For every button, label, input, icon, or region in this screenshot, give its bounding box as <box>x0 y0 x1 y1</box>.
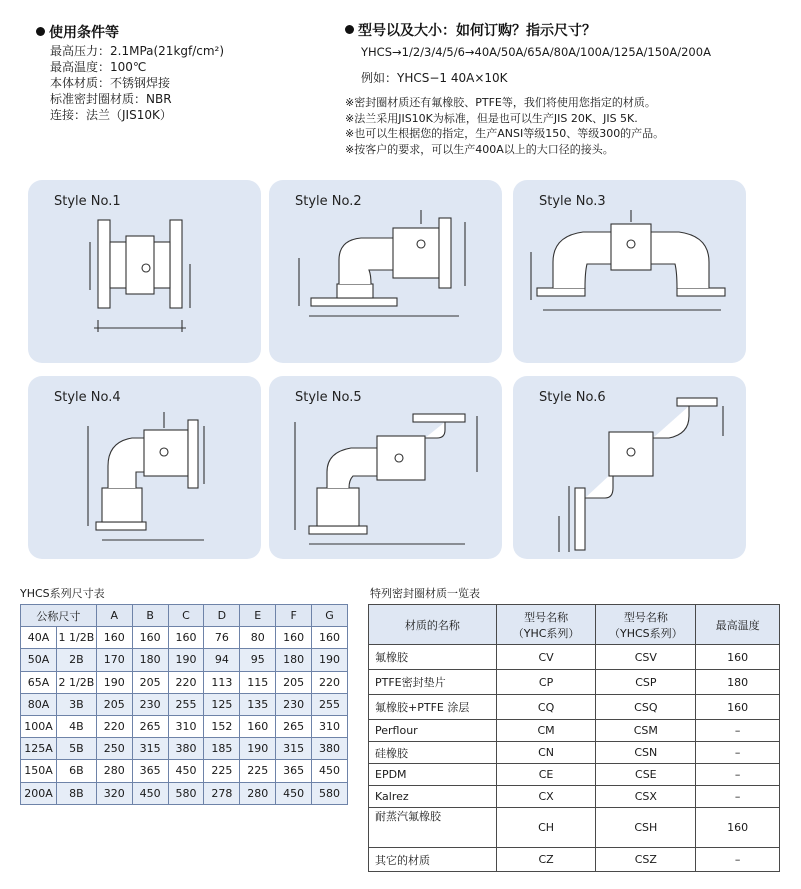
ordering-title-text: 型号以及大小：如何订购？指示尺寸？ <box>358 23 596 39</box>
seal-cell: PTFE密封垫片 <box>369 670 497 695</box>
style-title: Style No.1 <box>54 194 121 209</box>
seal-table-header-row <box>369 605 780 645</box>
seal-table-row <box>369 645 780 670</box>
dim-cell: 450 <box>132 782 168 804</box>
seal-header-cell: 材质的名称 <box>369 605 497 645</box>
dim-cell: 95 <box>240 649 276 671</box>
dim-cell: 76 <box>204 627 240 649</box>
dim-cell: 225 <box>240 760 276 782</box>
dim-cell: 450 <box>276 782 312 804</box>
dim-cell: 250 <box>96 738 132 760</box>
ordering-code: YHCS→1/2/3/4/5/6→40A/50A/65A/80A/100A/125A/150A/200A <box>361 45 711 59</box>
dim-table-row <box>21 782 348 804</box>
dim-cell: 200A <box>21 782 57 804</box>
dim-cell: 65A <box>21 671 57 693</box>
seal-table-row <box>369 808 780 848</box>
dim-table-row <box>21 627 348 649</box>
dim-cell: 40A <box>21 627 57 649</box>
style-title: Style No.5 <box>295 390 362 405</box>
dim-cell: 265 <box>276 715 312 737</box>
dim-header-cell: C <box>168 605 204 627</box>
seal-table-row <box>369 786 780 808</box>
style-title: Style No.2 <box>295 194 362 209</box>
seal-cell: 氟橡胶+PTFE 涂层 <box>369 695 497 720</box>
dim-cell: 113 <box>204 671 240 693</box>
dim-header-cell: B <box>132 605 168 627</box>
bullet-icon <box>36 27 45 36</box>
dim-cell: 3B <box>56 693 96 715</box>
seal-cell: EPDM <box>369 764 497 786</box>
seal-cell: CN <box>496 742 596 764</box>
seal-cell: – <box>696 786 780 808</box>
seal-header-cell: 最高温度 <box>696 605 780 645</box>
dim-cell: 160 <box>240 715 276 737</box>
dim-cell: 278 <box>204 782 240 804</box>
conditions-section <box>36 22 224 123</box>
seal-cell: 180 <box>696 670 780 695</box>
seal-cell: CSQ <box>596 695 696 720</box>
style-panel-6 <box>513 376 746 559</box>
dim-header-cell: G <box>312 605 348 627</box>
dim-cell: 115 <box>240 671 276 693</box>
dim-cell: 100A <box>21 715 57 737</box>
seal-cell: CV <box>496 645 596 670</box>
dim-cell: 365 <box>276 760 312 782</box>
dim-cell: 580 <box>312 782 348 804</box>
dim-cell: 365 <box>132 760 168 782</box>
dim-cell: 255 <box>168 693 204 715</box>
seal-table-caption: 特列密封圈材质一览表 <box>370 587 480 600</box>
seal-material-table <box>368 604 780 872</box>
dim-table-caption: YHCS系列尺寸表 <box>20 587 105 600</box>
dim-cell: 160 <box>132 627 168 649</box>
dim-cell: 180 <box>276 649 312 671</box>
dim-cell: 310 <box>312 715 348 737</box>
dim-cell: 160 <box>96 627 132 649</box>
dim-header-cell: E <box>240 605 276 627</box>
ordering-section <box>345 20 711 157</box>
ordering-note: ※按客户的要求，可以生产400A以上的大口径的接头。 <box>345 142 614 156</box>
dim-cell: 125A <box>21 738 57 760</box>
seal-header-cell: 型号名称 （YHC系列） <box>496 605 596 645</box>
style-panel-2 <box>269 180 502 363</box>
seal-cell: 160 <box>696 645 780 670</box>
dim-cell: 380 <box>168 738 204 760</box>
dim-table-row <box>21 649 348 671</box>
seal-cell: CSX <box>596 786 696 808</box>
condition-connection: 连接：法兰（JIS10K） <box>50 108 172 122</box>
dim-table-row <box>21 738 348 760</box>
seal-cell: CX <box>496 786 596 808</box>
dim-cell: 220 <box>96 715 132 737</box>
dim-cell: 315 <box>276 738 312 760</box>
seal-cell: CM <box>496 720 596 742</box>
dim-cell: 5B <box>56 738 96 760</box>
seal-cell: – <box>696 742 780 764</box>
seal-cell: 160 <box>696 808 780 848</box>
seal-cell: CSM <box>596 720 696 742</box>
seal-table-row <box>369 848 780 872</box>
conditions-title-text: 使用条件等 <box>49 25 119 41</box>
dim-cell: 230 <box>132 693 168 715</box>
dim-cell: 152 <box>204 715 240 737</box>
dim-cell: 150A <box>21 760 57 782</box>
dim-cell: 450 <box>168 760 204 782</box>
dim-cell: 80A <box>21 693 57 715</box>
seal-cell: – <box>696 720 780 742</box>
condition-temperature: 最高温度：100℃ <box>50 60 147 74</box>
style-panel-4 <box>28 376 261 559</box>
dim-cell: 205 <box>96 693 132 715</box>
dim-cell: 180 <box>132 649 168 671</box>
dim-cell: 205 <box>132 671 168 693</box>
dim-table-header-row <box>21 605 348 627</box>
dim-cell: 450 <box>312 760 348 782</box>
style-title: Style No.4 <box>54 390 121 405</box>
dim-cell: 94 <box>204 649 240 671</box>
seal-cell: 其它的材质 <box>369 848 497 872</box>
dim-cell: 230 <box>276 693 312 715</box>
dim-cell: 1 1/2B <box>56 627 96 649</box>
dimension-table <box>20 604 348 805</box>
dim-header-cell: 公称尺寸 <box>21 605 97 627</box>
dim-cell: 255 <box>312 693 348 715</box>
dim-cell: 80 <box>240 627 276 649</box>
dim-cell: 8B <box>56 782 96 804</box>
conditions-title <box>36 22 224 42</box>
dim-cell: 135 <box>240 693 276 715</box>
dim-cell: 170 <box>96 649 132 671</box>
seal-cell: CSP <box>596 670 696 695</box>
dim-table-row <box>21 693 348 715</box>
seal-cell: CH <box>496 808 596 848</box>
dim-cell: 220 <box>312 671 348 693</box>
seal-cell: – <box>696 848 780 872</box>
condition-body-material: 本体材质：不锈钢焊接 <box>50 76 171 90</box>
seal-cell: CSZ <box>596 848 696 872</box>
seal-cell: CSN <box>596 742 696 764</box>
dim-cell: 310 <box>168 715 204 737</box>
seal-cell: CSE <box>596 764 696 786</box>
dim-cell: 2B <box>56 649 96 671</box>
seal-cell: CE <box>496 764 596 786</box>
dim-cell: 160 <box>312 627 348 649</box>
condition-seal-material: 标准密封圈材质：NBR <box>50 92 172 106</box>
dim-cell: 265 <box>132 715 168 737</box>
dim-cell: 280 <box>240 782 276 804</box>
seal-table-row <box>369 742 780 764</box>
seal-table-row <box>369 720 780 742</box>
dim-cell: 220 <box>168 671 204 693</box>
dim-cell: 2 1/2B <box>56 671 96 693</box>
dim-cell: 225 <box>204 760 240 782</box>
ordering-note: ※法兰采用JIS10K为标准，但是也可以生产JIS 20K、JIS 5K. <box>345 111 638 125</box>
dim-cell: 190 <box>168 649 204 671</box>
seal-cell: CSV <box>596 645 696 670</box>
dim-cell: 320 <box>96 782 132 804</box>
dim-cell: 190 <box>312 649 348 671</box>
seal-cell: Kalrez <box>369 786 497 808</box>
seal-cell: CSH <box>596 808 696 848</box>
seal-cell: 160 <box>696 695 780 720</box>
seal-cell: Perflour <box>369 720 497 742</box>
seal-cell: CZ <box>496 848 596 872</box>
dim-cell: 205 <box>276 671 312 693</box>
dim-cell: 185 <box>204 738 240 760</box>
dim-cell: 380 <box>312 738 348 760</box>
dim-header-cell: A <box>96 605 132 627</box>
dim-cell: 190 <box>240 738 276 760</box>
dim-cell: 190 <box>96 671 132 693</box>
dim-table-row <box>21 760 348 782</box>
ordering-title <box>345 20 711 40</box>
dim-cell: 4B <box>56 715 96 737</box>
dim-cell: 160 <box>168 627 204 649</box>
dim-header-cell: D <box>204 605 240 627</box>
seal-cell: 氟橡胶 <box>369 645 497 670</box>
seal-header-cell: 型号名称 （YHCS系列） <box>596 605 696 645</box>
dim-cell: 6B <box>56 760 96 782</box>
dim-cell: 315 <box>132 738 168 760</box>
dim-header-cell: F <box>276 605 312 627</box>
dim-cell: 280 <box>96 760 132 782</box>
dim-cell: 580 <box>168 782 204 804</box>
condition-pressure: 最高压力：2.1MPa(21kgf/cm²) <box>50 44 225 58</box>
seal-table-row <box>369 695 780 720</box>
seal-cell: CP <box>496 670 596 695</box>
seal-cell: CQ <box>496 695 596 720</box>
seal-cell: 耐蒸汽氟橡胶 <box>369 808 497 848</box>
dim-cell: 50A <box>21 649 57 671</box>
style-title: Style No.3 <box>539 194 606 209</box>
style-panel-5 <box>269 376 502 559</box>
style-panel-1 <box>28 180 261 363</box>
ordering-example: 例如：YHCS−1 40A×10K <box>361 71 508 85</box>
bullet-icon <box>345 25 354 34</box>
seal-table-row <box>369 764 780 786</box>
ordering-note: ※也可以生根据您的指定，生产ANSI等级150、等级300的产品。 <box>345 127 665 140</box>
dim-cell: 125 <box>204 693 240 715</box>
seal-cell: 硅橡胶 <box>369 742 497 764</box>
dim-table-row <box>21 715 348 737</box>
style-1-drawing <box>28 180 261 363</box>
style-panel-3 <box>513 180 746 363</box>
seal-table-row <box>369 670 780 695</box>
style-title: Style No.6 <box>539 390 606 405</box>
seal-cell: – <box>696 764 780 786</box>
ordering-note: ※密封圈材质还有氟橡胶、PTFE等，我们将使用您指定的材质。 <box>345 96 656 109</box>
dim-table-row <box>21 671 348 693</box>
dim-cell: 160 <box>276 627 312 649</box>
